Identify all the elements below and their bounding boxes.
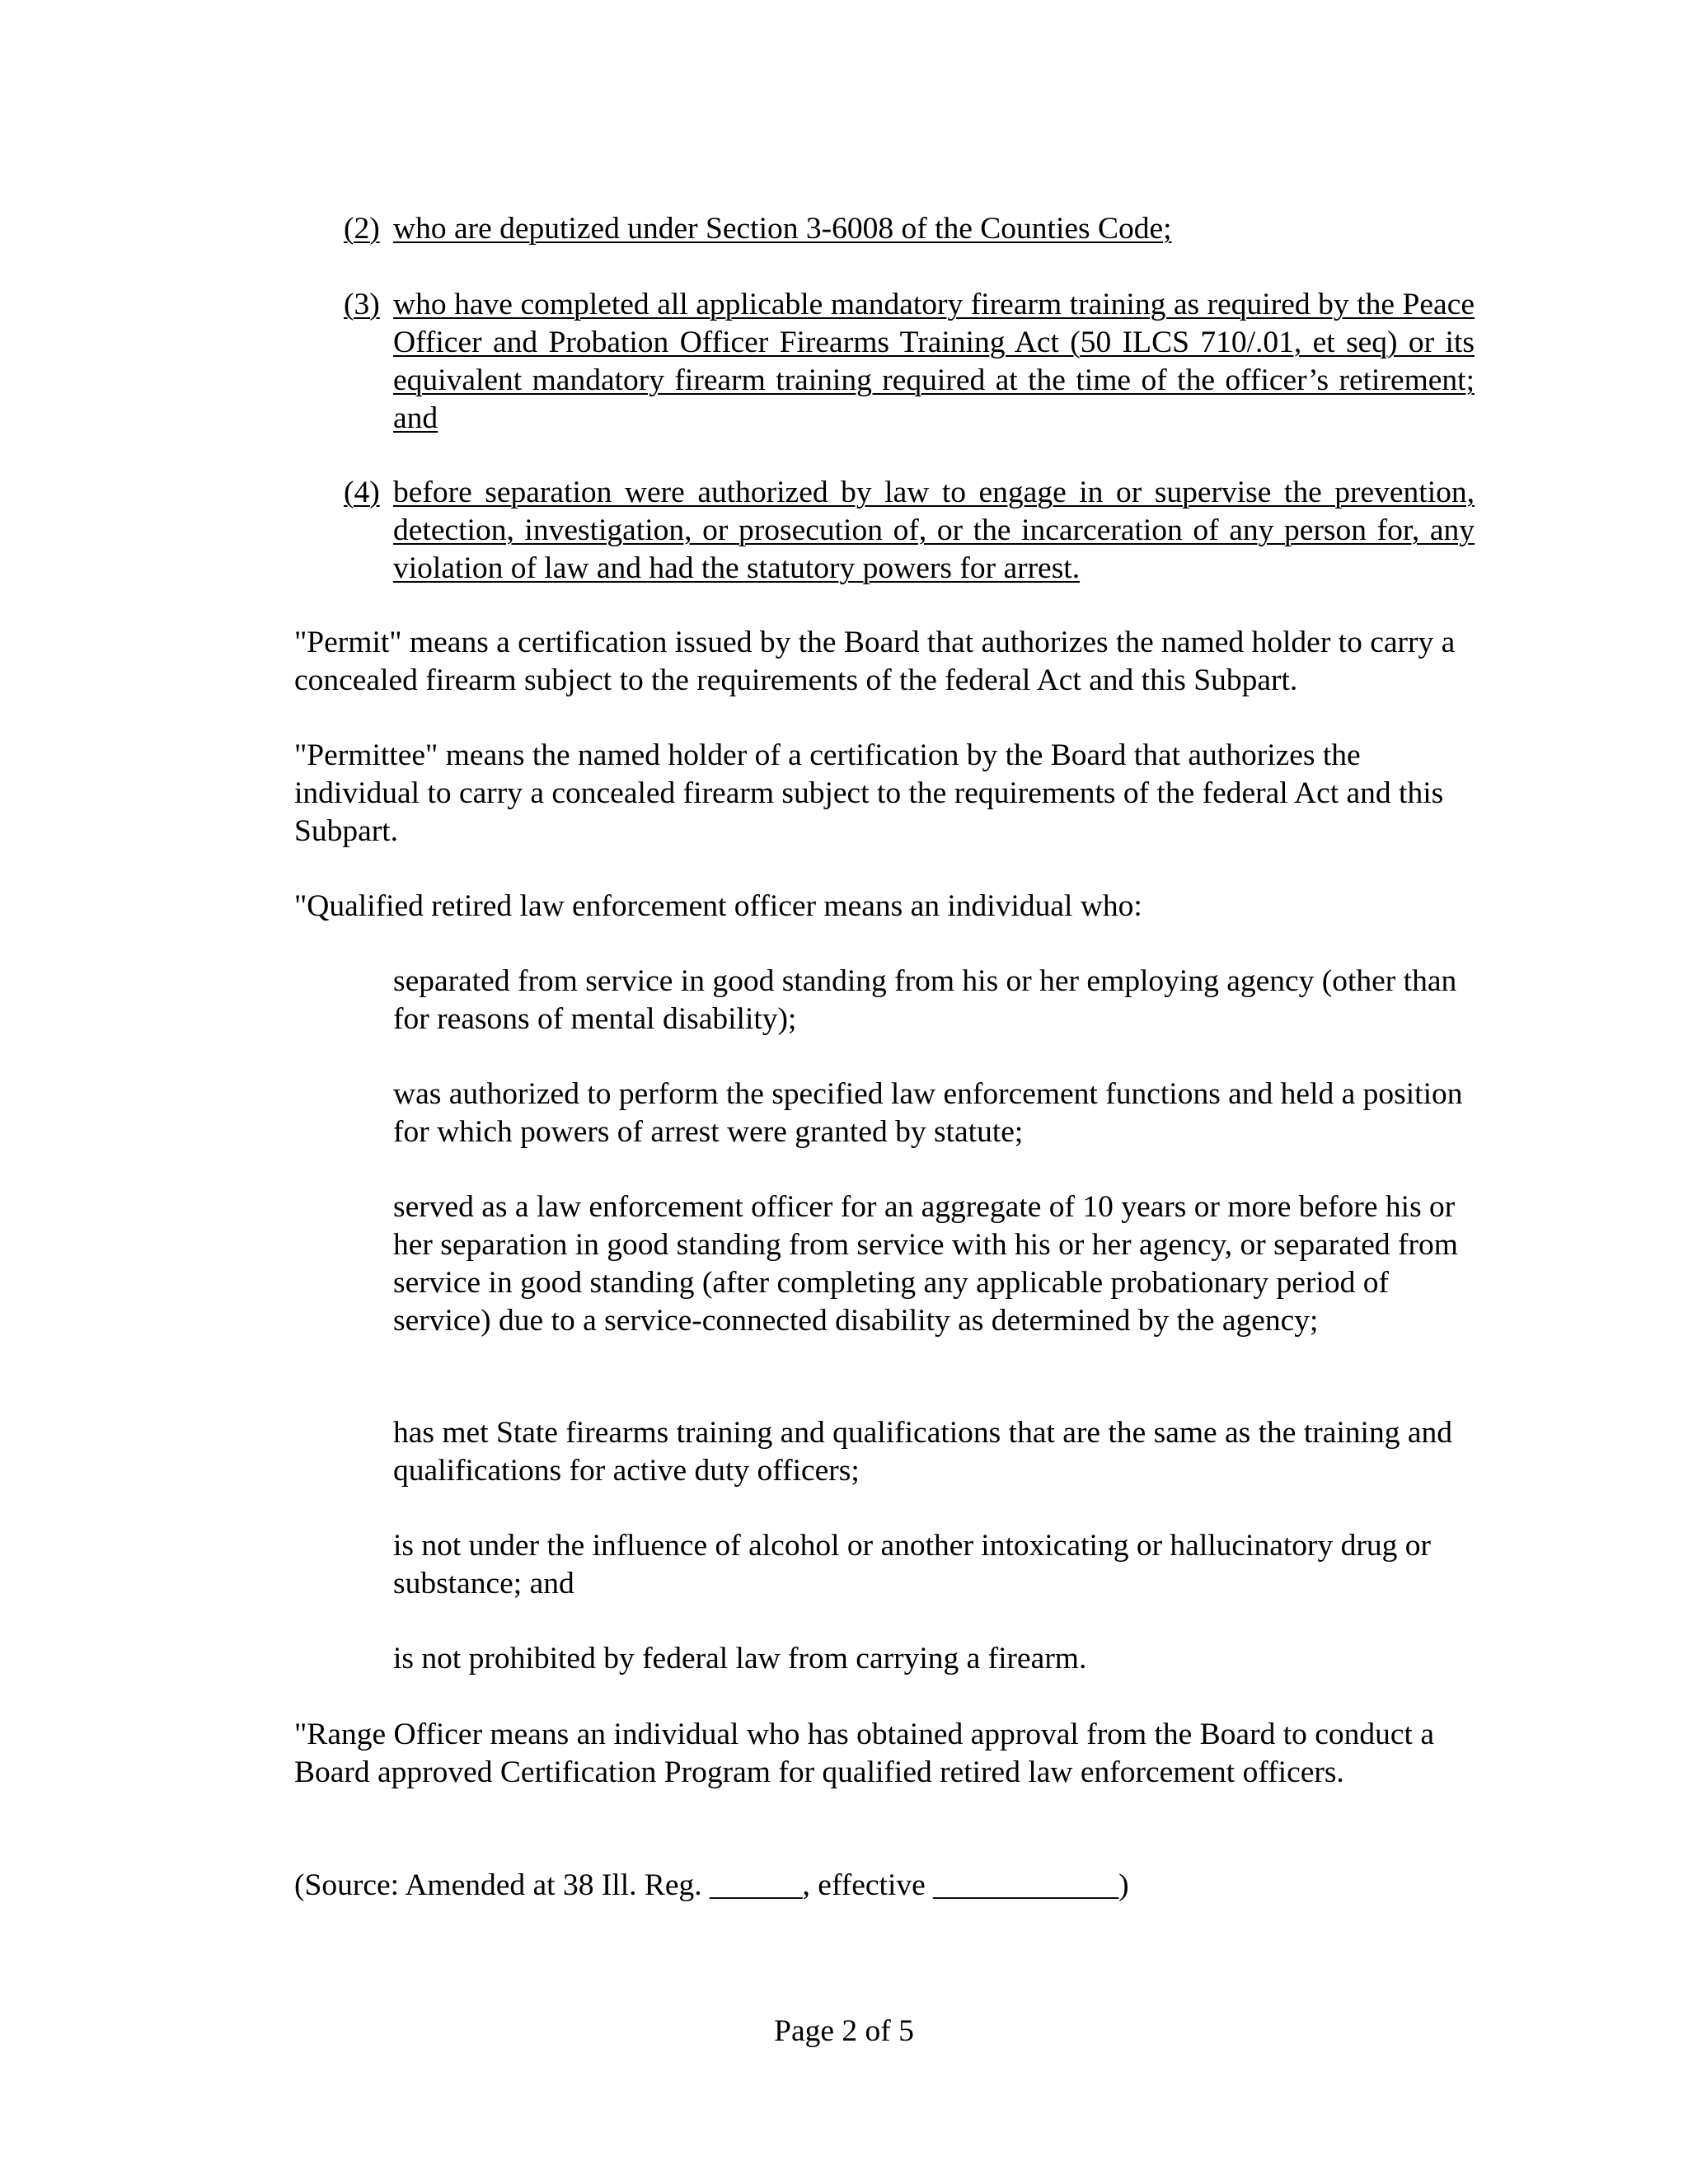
list-item-text: who are deputized under Section 3-6008 of the Counties Code; [393, 212, 1172, 246]
list-item-number: (4) [344, 476, 380, 509]
list-item-text: before separation were authorized by law to engage in or supervise the prevention, detection, investigation, or prosecution of, or the incarceration of any person for, any violation of law and had the statutory powers for arrest. [393, 476, 1475, 585]
definition-permittee: "Permittee" means the named holder of a certification by the Board that authorizes the individual to carry a concealed firearm subject to the requirements of the federal Act and this Subpart. [294, 738, 1444, 848]
qualified-item: is not under the influence of alcohol or another intoxicating or hallucinatory drug or substance; and [393, 1529, 1431, 1601]
list-item-text: who have completed all applicable mandatory firearm training as required by the Peace Officer and Probation Officer Firearms Training Act (50 ILCS 710/.01, et seq) or its equivalent mandatory firearm training required at the time of the officer’s retirement; and [393, 288, 1475, 435]
qualified-item: has met State firearms training and qualifications that are the same as the training and qualifications for active duty officers; [393, 1416, 1452, 1488]
definition-permit: "Permit" means a certification issued by the Board that authorizes the named holder to carry a concealed firearm subject to the requirements of the federal Act and this Subpart. [294, 626, 1456, 697]
definition-qualified-intro: "Qualified retired law enforcement officer means an individual who: [294, 889, 1142, 923]
source-note: (Source: Amended at 38 Ill. Reg. ______, effective ____________) [294, 1868, 1129, 1902]
list-item-2 [344, 210, 1475, 248]
definition-range-officer: "Range Officer means an individual who has obtained approval from the Board to conduct a Board approved Certification Program for qualified retired law enforcement officers. [294, 1718, 1434, 1789]
list-item-3 [344, 286, 1475, 438]
list-item-number: (2) [344, 212, 380, 246]
list-item-4 [344, 474, 1475, 588]
qualified-item: served as a law enforcement officer for an aggregate of 10 years or more before his or her separation in good standing from service with his or her agency, or separated from service in good standing (after completing any applicable probationary period of service) due to a service-connected disability as determined by the agency; [393, 1190, 1458, 1338]
qualified-item: is not prohibited by federal law from carrying a firearm. [393, 1642, 1087, 1675]
qualified-item: was authorized to perform the specified law enforcement functions and held a position for which powers of arrest were granted by statute; [393, 1077, 1463, 1149]
list-item-number: (3) [344, 288, 380, 321]
qualified-item: separated from service in good standing from his or her employing agency (other than for reasons of mental disability); [393, 964, 1457, 1036]
page-number: Page 2 of 5 [774, 2014, 914, 2048]
